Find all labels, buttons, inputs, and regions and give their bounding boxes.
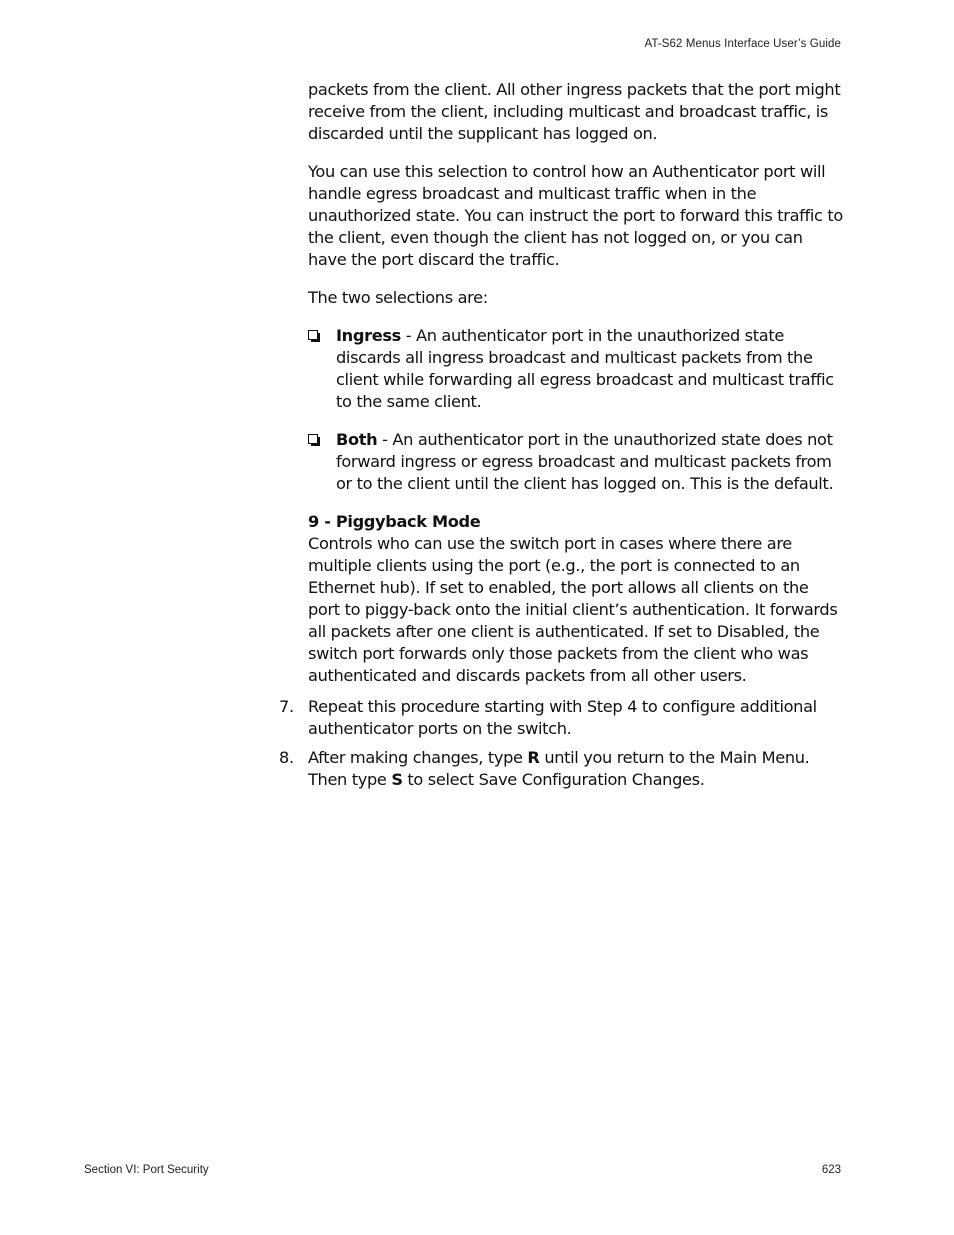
checkbox-bullet-icon [308, 434, 318, 444]
bullet-text: - An authenticator port in the unauthorized state discards all ingress broadcast and multicast packets from the client while forwarding all egress broadcast and multicast traffic to the same client. [336, 326, 834, 411]
step-text: until you return to the Main Menu. Then type [308, 748, 810, 789]
bullet-term: Both [336, 430, 378, 449]
running-header: AT-S62 Menus Interface User’s Guide [644, 38, 841, 50]
step-text: Repeat this procedure starting with Step 4 to configure additional authenticator ports on the switch. [308, 697, 817, 738]
step-text: After making changes, type [308, 748, 528, 767]
section-heading: 9 - Piggyback Mode [308, 512, 481, 531]
page-number: 623 [821, 1164, 841, 1176]
key-r: R [527, 748, 540, 767]
body-content [308, 79, 843, 703]
checkbox-bullet-icon [308, 330, 318, 340]
paragraph: packets from the client. All other ingress packets that the port might receive from the client, including multicast and broadcast traffic, is discarded until the supplicant has logged on. [308, 80, 841, 143]
step-item [279, 696, 843, 740]
key-s: S [391, 770, 403, 789]
step-number: 7. [279, 697, 294, 716]
section-paragraph: Controls who can use the switch port in cases where there are multiple clients using the port (e.g., the port is connected to an Ethernet hub). If set to enabled, the port allows all clients on the port to piggy-back onto the initial client’s authentication. It forwards all packets after one client is authenticated. If set to Disabled, the switch port forwards only those packets from the client who was authenticated and discards packets from all other users. [308, 534, 838, 685]
bullet-item-ingress [308, 325, 843, 413]
bullet-text: - An authenticator port in the unauthorized state does not forward ingress or egress broadcast and multicast packets from or to the client until the client has logged on. This is the default. [336, 430, 834, 493]
step-number: 8. [279, 748, 294, 767]
paragraph: You can use this selection to control how an Authenticator port will handle egress broadcast and multicast traffic when in the unauthorized state. You can instruct the port to forward this traffic to the client, even though the client has not logged on, or you can have the port discard the traffic. [308, 162, 843, 269]
step-item [279, 747, 843, 791]
procedure-steps [279, 696, 843, 798]
step-text: to select Save Configuration Changes. [402, 770, 705, 789]
bullet-item-both [308, 429, 843, 495]
paragraph: The two selections are: [308, 288, 488, 307]
footer-section: Section VI: Port Security [84, 1164, 209, 1176]
bullet-term: Ingress [336, 326, 401, 345]
